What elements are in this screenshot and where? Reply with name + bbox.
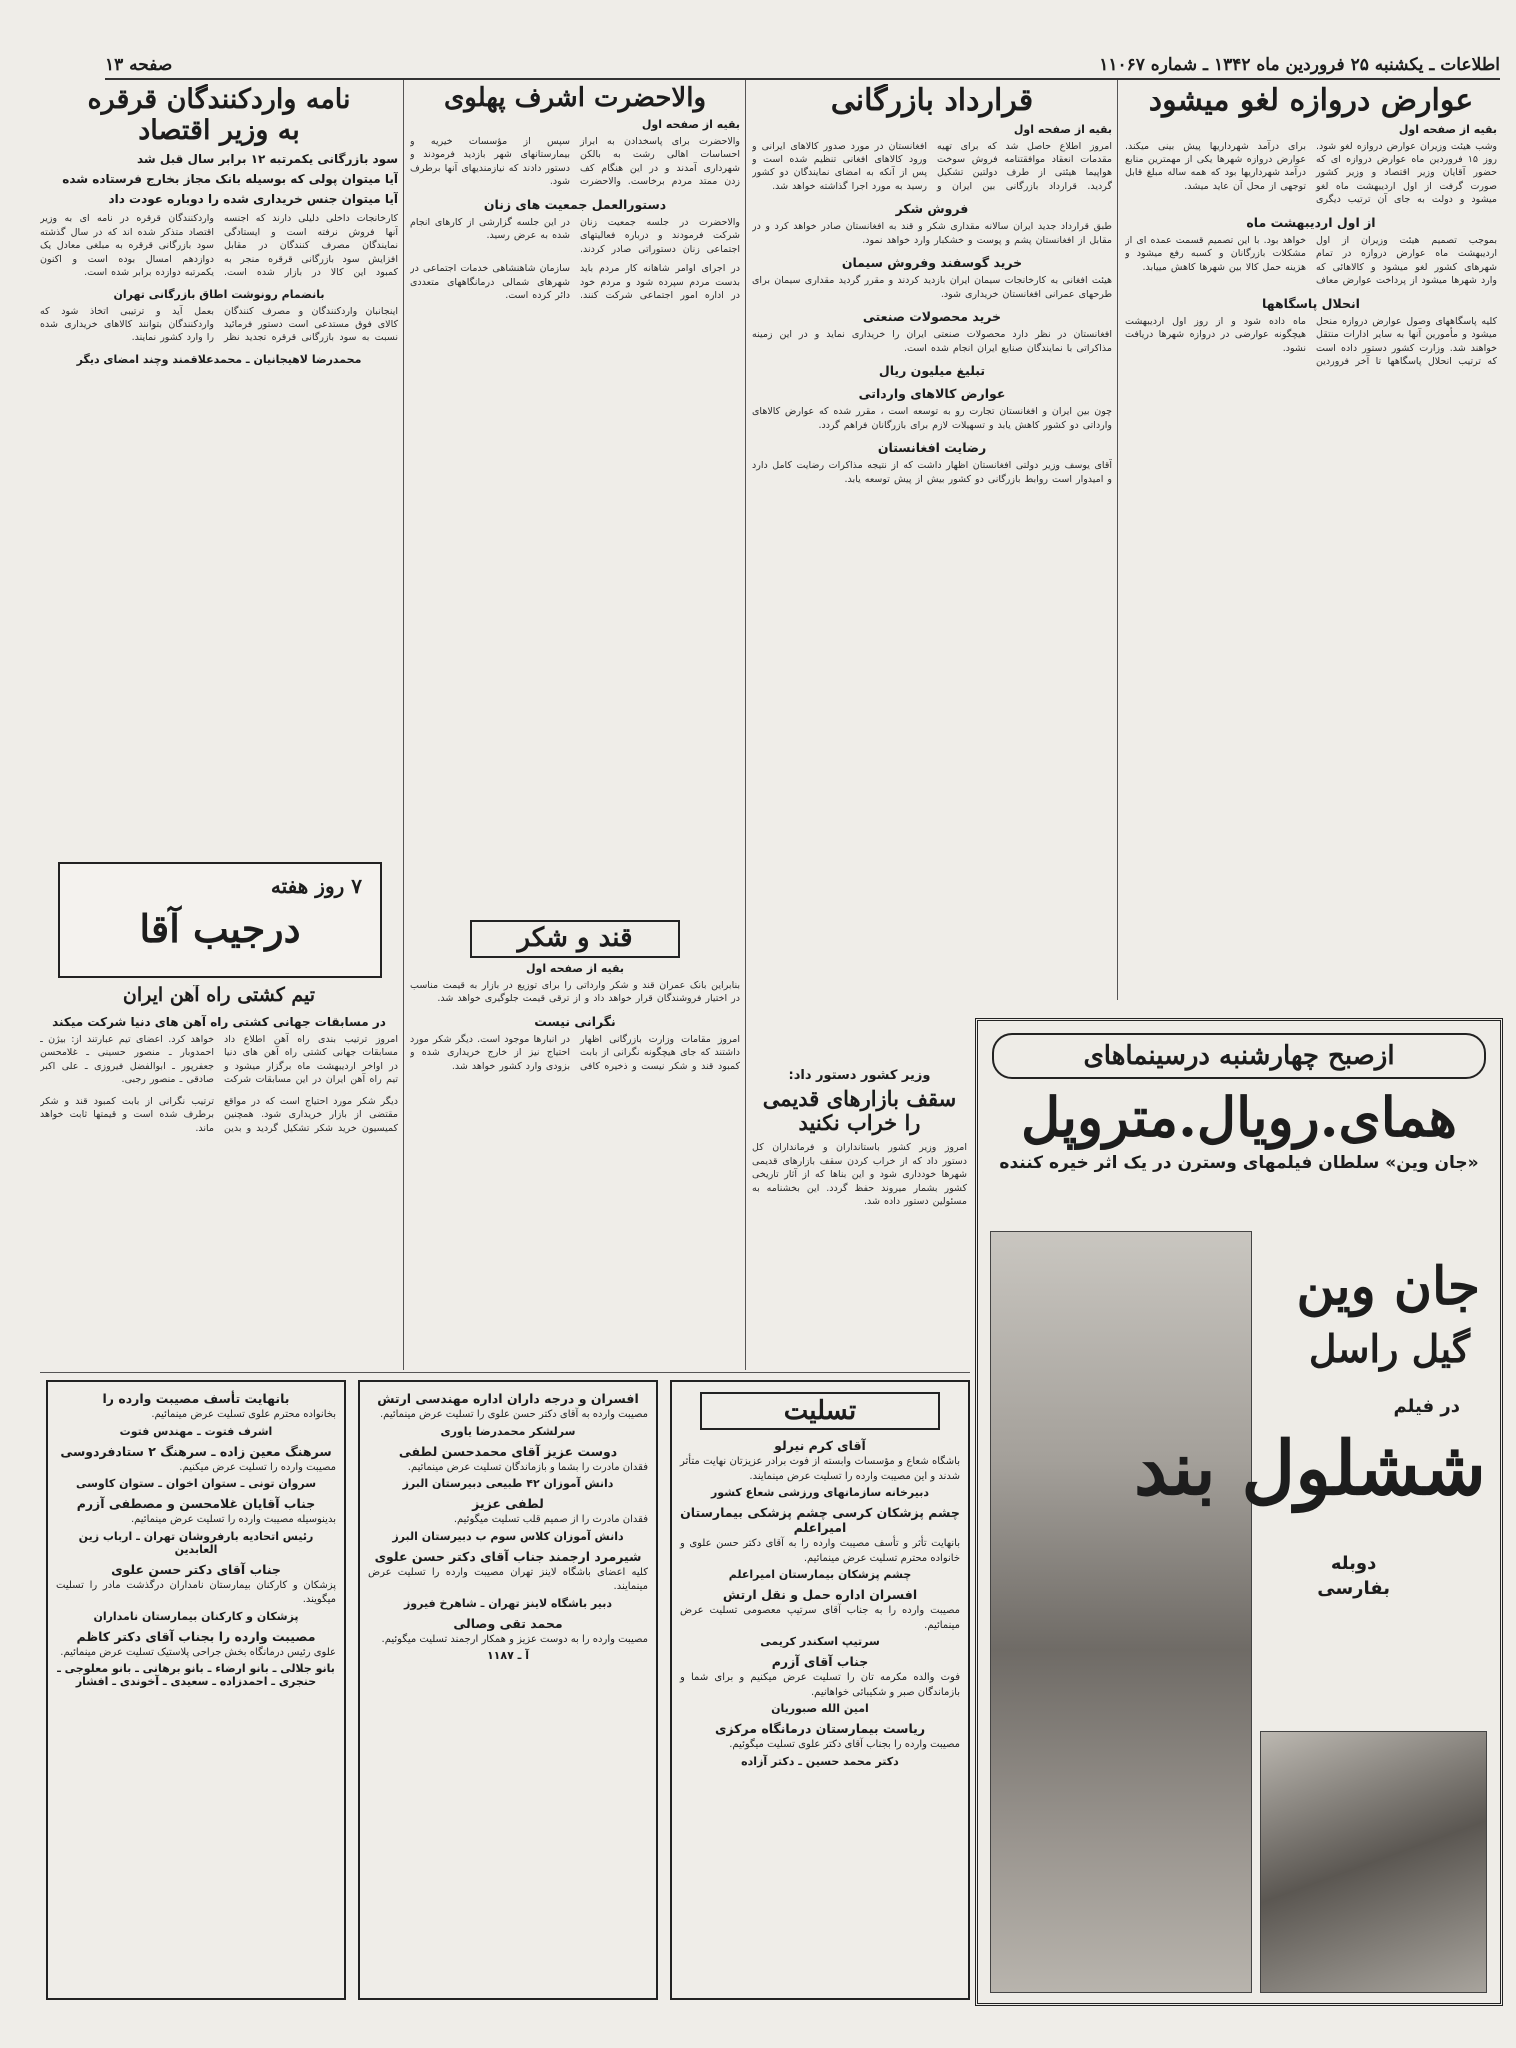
subhead: فروش شکر bbox=[895, 201, 969, 217]
condolence-text: فقدان مادرت را بشما و بازماندگان تسلیت عرض مینمائیم. bbox=[407, 1461, 648, 1473]
condolence-title: افسران و درجه داران اداره مهندسی ارتش bbox=[377, 1391, 639, 1406]
condolence-title: بانهایت تأسف مصیبت وارده را bbox=[102, 1391, 290, 1406]
article-text: امروز ترتیب بندی راه آهن اطلاع داد مسابقات جهانی کشتی راه آهن های دنیا در اواخر اردیبهشت ماه برگزار میشود و تیم راه آهن ایران در این مسابقات شرکت خواهد کرد. اعضای تیم عبارتند از: بیژن ـ احمدوبار ـ منصور حسینی ـ غلامحسن جعفرپور ـ ابوالفضل فیروزی ـ علی اکبر صادقی ـ منصور رجبی. bbox=[40, 1033, 398, 1086]
condolences-column bbox=[46, 1380, 346, 2000]
article-text: بموجب تصمیم هیئت وزیران از اول اردیبهشت ماه عوارض دروازه در تمام شهرهای کشور لغو میشود و کالاهائی که وارد شهرها میشود از پرداخت عوارض معاف خواهد بود. با این تصمیم قسمت عمده ای از مشکلات بازرگانان و کسبه رفع میشود و هزینه حمل کالا بین شهرها کاهش مییابد. bbox=[1125, 234, 1497, 287]
condolence-sign: دبیر باشگاه لاینز تهران ـ شاهرخ فیروز bbox=[403, 1596, 613, 1610]
signers: محمدرضا لاهیجانیان ـ محمدعلاقمند وچند امضای دیگر bbox=[76, 352, 362, 366]
film-still-photo-2 bbox=[1260, 1731, 1487, 1993]
condolence-sign: سرتیپ اسکندر کریمی bbox=[760, 1635, 880, 1648]
subhead: نگرانی نیست bbox=[534, 1013, 616, 1029]
condolence-sign: دکتر محمد حسین ـ دکتر آزاده bbox=[741, 1754, 899, 1768]
signature-line: بانضمام رونوشت اطاق بازرگانی تهران bbox=[113, 287, 325, 301]
masthead: اطلاعات ـ یکشنبه ۲۵ فروردین ماه ۱۳۴۲ ـ شماره ۱۱۰۶۷ bbox=[1099, 55, 1500, 75]
article-text: چون بین ایران و افغانستان تجارت رو به توسعه است ، مقرر شده که عوارض کالاهای وارداتی دو کشور کاهش یابد و تسهیلات لازم برای بازرگانان فراهم گردد. bbox=[752, 406, 1112, 431]
article-text: کارخانجات داخلی دلیلی دارند که اجنسه آنها فروش نرفته است و ایستادگی نمایندگان مصرف کنندگان در مقابل افزایش سود بازرگانی قرقره منجر به کمبود این کالا در بازار شده است. واردکنندگان قرقره در نامه ای به وزیر اقتصاد متذکر شده اند که در سال گذشته سود بازرگانی قرقره به مبلغی معادل یک دوازدهم امسال بوده است و اکنون یکمرتبه دوازده برابر شده است. bbox=[40, 213, 398, 279]
condolence-title: ریاست بیمارستان درمانگاه مرکزی bbox=[714, 1721, 926, 1736]
condolence-text: مصیبت وارده را به دوست عزیز و همکار ارجمند تسلیت میگوئیم. bbox=[381, 1633, 648, 1645]
article-princess-ashraf bbox=[410, 84, 740, 774]
condolence-text: علوی رئیس درمانگاه بخش جراحی پلاستیک تسلیت عرض مینمائیم. bbox=[60, 1646, 336, 1658]
condolence-title: جناب آقای دکتر حسن علوی bbox=[111, 1561, 281, 1577]
condolence-sign: رئیس اتحادیه بارفروشان تهران ـ ارباب زین العابدین bbox=[78, 1529, 314, 1556]
condolence-text: کلیه اعضای باشگاه لاینز تهران مصیبت وارده را تسلیت عرض مینمایند. bbox=[368, 1566, 648, 1592]
condolences-column bbox=[670, 1380, 970, 2000]
subhead: عوارض کالاهای وارداتی bbox=[858, 386, 1006, 402]
headline-trade: قرارداد بازرگانی bbox=[830, 84, 1034, 118]
section-rule bbox=[40, 1372, 970, 1373]
column-rule bbox=[745, 80, 746, 1370]
ad-in-film: در فیلم bbox=[1393, 1396, 1460, 1417]
condolence-sign: دبیرخانه سازمانهای ورزشی شعاع کشور bbox=[710, 1486, 930, 1499]
subhead: در مسابقات جهانی کشتی راه آهن های دنیا شرکت میکند bbox=[52, 1014, 386, 1029]
cinema-ad bbox=[975, 1018, 1503, 2006]
article-text: امروز مقامات وزارت بازرگانی اظهار داشتند که جای هیچگونه نگرانی از بابت کمبود قند و شکر نیست و ذخیره کافی در انبارها موجود است. دیگر شکر مورد احتیاج نیز از خارج خریداری شده و بزودی وارد کشور خواهد شد. bbox=[410, 1033, 740, 1072]
condolence-text: فقدان مادرت را از صمیم قلب تسلیت میگوئیم. bbox=[453, 1514, 648, 1525]
condolence-sign: پزشکان و کارکنان بیمارستان نامداران bbox=[93, 1609, 299, 1623]
condolence-sign: اشرف فتوت ـ مهندس فتوت bbox=[119, 1424, 273, 1438]
ad-seven-days-line2: درجیب آقا bbox=[139, 906, 301, 951]
lead: بقیه از صفحه اول bbox=[1013, 122, 1112, 136]
ad-film-title: ششلول بند bbox=[1133, 1426, 1486, 1512]
condolence-title: افسران اداره حمل و نقل ارتش bbox=[722, 1587, 918, 1602]
condolence-title: شیرمرد ارجمند جناب آقای دکتر حسن علوی bbox=[374, 1548, 642, 1564]
column-rule bbox=[1117, 80, 1118, 1000]
ad-cinemas: همای.رویال.متروپل bbox=[1021, 1085, 1457, 1149]
headline-tolls: عوارض دروازه لغو میشود bbox=[1148, 84, 1474, 118]
condolences-column bbox=[358, 1380, 658, 2000]
condolence-text: مصیبت وارده را بجناب آقای دکتر علوی تسلیت میگوئیم. bbox=[729, 1739, 960, 1750]
film-still-photo bbox=[990, 1231, 1252, 1993]
ad-star-1: جان وین bbox=[1296, 1256, 1480, 1317]
article-text: اینجانبان واردکنندگان و مصرف کنندگان کالای فوق مستدعی است دستور فرمائید نسبت به سود بازرگانی قرقره تجدید نظر بعمل آید و ترتیبی اتخاذ شود که واردکنندگان بتوانند کالاهای خریداری شده را وارد کشور نمایند. bbox=[40, 305, 398, 344]
condolence-sign: چشم پزشکان بیمارستان امیراعلم bbox=[728, 1568, 912, 1581]
condolence-title: لطفی عزیز bbox=[472, 1496, 544, 1511]
lead: بقیه از صفحه اول bbox=[641, 117, 740, 131]
article-text: کلیه پاسگاههای وصول عوارض دروازه منحل میشود و مأمورین آنها به سایر ادارات منتقل خواهند شد. وزارت کشور دستور داده است که ترتیب انحلال پاسگاهها تا آخر فروردین ماه داده شود و از روز اول اردیبهشت هیچگونه عوارضی در دروازه شهرها دریافت نشود. bbox=[1125, 315, 1497, 368]
article-text: افغانستان در نظر دارد محصولات صنعتی ایران را خریداری نماید و در این زمینه مذاکراتی با نمایندگان صنایع ایران انجام شده است. bbox=[752, 329, 1112, 354]
ad-star-2: گیل راسل bbox=[1308, 1326, 1470, 1371]
headline-wrestling: تیم کشتی راه آهن ایران bbox=[122, 985, 316, 1006]
article-text: بنابراین بانک عمران قند و شکر وارداتی را برای توزیع در بازار به قیمت مناسب در اختیار فروشندگان قرار خواهد داد و از ترقی قیمت جلوگیری خواهد شد. bbox=[410, 979, 740, 1005]
condolence-text: باشگاه شعاع و مؤسسات وابسته از فوت برادر عزیزتان نهایت متأثر شدند و این مصیبت وارده را تسلیت عرض مینمایند. bbox=[680, 1456, 960, 1482]
condolence-title: مصیبت وارده را بجناب آقای دکتر کاظم bbox=[76, 1628, 316, 1644]
subhead: تبلیغ میلیون ریال bbox=[878, 363, 986, 379]
headline-princess: والاحضرت اشرف پهلوی bbox=[443, 84, 707, 113]
article-text: والاحضرت در جلسه جمعیت زنان شرکت فرمودند و درباره فعالیتهای اجتماعی زنان دستوراتی صادر کردند. در این جلسه گزارشی از کارهای انجام شده به عرض رسید. bbox=[410, 216, 740, 255]
article-text: امروز اطلاع حاصل شد که برای تهیه مقدمات انعقاد موافقتنامه فروش سوخت هواپیما هیئتی از طرف دولتین تشکیل گردید. قرارداد بازرگانی بین ایران و افغانستان در مورد صدور کالاهای ایرانی و ورود کالاهای افغانی تنظیم شده است و پس از آنکه به امضای نمایندگان دو کشور رسید به مورد اجرا گذاشته خواهد شد. bbox=[752, 140, 1112, 192]
condolence-title: آقای کرم نیرلو bbox=[774, 1438, 866, 1453]
headline-spool: نامه واردکنندگان قرقره bbox=[87, 84, 351, 115]
subhead: خرید محصولات صنعتی bbox=[862, 309, 1002, 325]
ad-from-wednesday: ازصبح چهارشنبه درسینماهای bbox=[992, 1033, 1486, 1079]
article-bazaar-decree bbox=[752, 1060, 967, 1370]
article-sugar bbox=[410, 920, 740, 1370]
subhead: از اول اردیبهشت ماه bbox=[1246, 214, 1376, 230]
subhead: خرید گوسفند وفروش سیمان bbox=[841, 255, 1023, 271]
condolence-text: فوت والده مکرمه تان را تسلیت عرض میکنیم و برای شما و بازماندگان صبر و شکیبائی خواهانیم. bbox=[680, 1672, 960, 1698]
subhead: انحلال پاسگاهها bbox=[1262, 295, 1360, 311]
condolence-title: سرهنگ معین زاده ـ سرهنگ ۲ ستادفردوسی bbox=[60, 1443, 332, 1459]
condolence-text: مصیبت وارده را تسلیت عرض میکنیم. bbox=[179, 1461, 336, 1473]
condolences-section bbox=[40, 1380, 970, 2000]
condolence-sign: دانش آموزان کلاس سوم ب دبیرستان البرز bbox=[392, 1529, 624, 1543]
headline-spool-2: به وزیر اقتصاد bbox=[138, 115, 300, 147]
article-rail-wrestling bbox=[40, 985, 398, 1370]
condolence-text: بانهایت تأثر و تأسف مصیبت وارده را به آقای دکتر حسن علوی و خانواده محترم تسلیت عرض مینمائیم. bbox=[680, 1538, 960, 1564]
page-header bbox=[105, 52, 1500, 80]
article-text: در اجرای اوامر شاهانه کار مردم باید بدست مردم سپرده شود و مردم خود در اداره امور اجتماعی شرکت کنند. سازمان شاهنشاهی خدمات اجتماعی در شهرهای شمالی درمانگاههای متعددی دائر کرده است. bbox=[410, 263, 740, 302]
condolence-text: مصیبت وارده به آقای دکتر حسن علوی را تسلیت عرض مینمائیم. bbox=[380, 1409, 648, 1420]
lead: بقیه از صفحه اول bbox=[1398, 122, 1497, 136]
condolence-text: مصیبت وارده را به جناب آقای سرتیپ معصومی تسلیت عرض مینمائیم. bbox=[680, 1605, 960, 1631]
article-text: دیگر شکر مورد احتیاج است که در مواقع مقتضی از بازار خریداری شود. همچنین کمیسیون خرید شکر تشکیل گردید و بدین ترتیب نگرانی از بابت کمبود قند و شکر برطرف شده است و قیمتها ثابت خواهد ماند. bbox=[40, 1095, 398, 1134]
condolence-sign: سروان تونی ـ ستوان اخوان ـ ستوان کاوسی bbox=[75, 1477, 317, 1490]
condolence-sign: دانش آموزان ۴۲ طبیعی دبیرستان البرز bbox=[402, 1477, 614, 1490]
ad-seven-days bbox=[58, 862, 382, 978]
condolence-text: بخانواده محترم علوی تسلیت عرض مینمائیم. bbox=[151, 1409, 336, 1420]
ad-dubbed-line2: بفارسی bbox=[1317, 1578, 1390, 1600]
condolence-sign: سرلشکر محمدرضا یاوری bbox=[440, 1424, 576, 1438]
ad-dubbed bbox=[1317, 1551, 1390, 1601]
article-text: هیئت افغانی به کارخانجات سیمان ایران بازدید کردند و مقرر گردید مقداری سیمان برای طرحهای عمرانی افغانستان خریداری شود. bbox=[752, 275, 1112, 300]
bullet-point: آیا میتوان جنس خریداری شده را دوباره عودت داد bbox=[108, 192, 398, 207]
condolence-text: بدینوسیله مصیبت وارده را تسلیت عرض مینمائیم. bbox=[130, 1514, 336, 1525]
condolence-sign: آ ـ ۱۱۸۷ bbox=[486, 1649, 530, 1662]
decree-title: سقف بازارهای قدیمی را خراب نکنید bbox=[762, 1086, 957, 1136]
condolence-sign: بانو جلالی ـ بانو ارضاء ـ بانو برهانی ـ بانو معلوجی ـ حنجری ـ احمدزاده ـ سعیدی ـ آخوندی ـ افشار bbox=[57, 1662, 335, 1688]
ad-dubbed-line1: دوبله bbox=[1330, 1553, 1377, 1574]
subhead: دستورالعمل جمعیت های زنان bbox=[483, 196, 667, 212]
column-rule bbox=[403, 80, 404, 1370]
condolence-title: چشم پزشکان کرسی چشم پزشکی بیمارستان امیراعلم bbox=[680, 1505, 960, 1535]
bullet-point: سود بازرگانی یکمرتبه ۱۲ برابر سال قبل شد bbox=[137, 152, 398, 167]
condolence-text: پزشکان و کارکنان بیمارستان نامداران درگذشت مادر را تسلیت میگویند. bbox=[56, 1579, 336, 1605]
article-trade-agreement bbox=[752, 84, 1112, 1014]
ad-seven-days-line1: ۷ روز هفته bbox=[270, 874, 362, 898]
bullet-point: آیا میتوان پولی که بوسیله بانک مجاز بخارج فرستاده شده bbox=[62, 172, 398, 187]
condolence-title: دوست عزیز آقای محمدحسن لطفی bbox=[398, 1443, 618, 1459]
article-text: والاحضرت برای پاسخدادن به ابراز احساسات اهالی رشت به بالکن شهرداری آمدند و در این هنگام کف زدن ممتد مردم برخاست. والاحضرت سپس از مؤسسات خیریه و بیمارستانهای شهر بازدید فرمودند و دستور دادند که نیازمندیهای آنها برطرف شود. bbox=[410, 135, 740, 188]
article-text: وشب هیئت وزیران عوارض دروازه لغو شود. روز ۱۵ فروردین ماه عوارض دروازه ای که حضور آقایان وزیر اقتصاد و وزیر کشور صورت گرفت از اول اردیبهشت ماه لغو میشود و دولت به جای آن ترتیب دیگری برای درآمد شهرداریها پیش بینی میکند. عوارض دروازه شهرها یکی از مهمترین منابع درآمد شهرداریها بود که همه ساله مبلغ قابل توجهی از محل آن عاید میشد. bbox=[1125, 140, 1497, 206]
ad-tagline: «جان وین» سلطان فیلمهای وسترن در یک اثر خیره کننده bbox=[999, 1153, 1479, 1173]
condolence-title: جناب آقایان غلامحسن و مصطفی آزرم bbox=[76, 1496, 316, 1511]
subhead: رضایت افغانستان bbox=[877, 440, 987, 456]
article-spool-importers bbox=[40, 84, 398, 854]
decree-kicker: وزیر کشور دستور داد: bbox=[788, 1068, 931, 1083]
condolences-banner: تسلیت bbox=[700, 1392, 940, 1430]
article-tolls bbox=[1125, 84, 1497, 1004]
lead: بقیه از صفحه اول bbox=[525, 961, 625, 975]
condolence-title: جناب آقای آزرم bbox=[771, 1654, 869, 1669]
article-text: آقای یوسف وزیر دولتی افغانستان اظهار داشت که از نتیجه مذاکرات رضایت کامل دارد و امیدوار است روابط بازرگانی دو کشور بیش از پیش توسعه یابد. bbox=[752, 460, 1112, 485]
condolence-title: محمد تقی وصالی bbox=[453, 1615, 563, 1631]
article-text: طبق قرارداد جدید ایران سالانه مقداری شکر و قند به افغانستان صادر خواهد کرد و در مقابل از افغانستان پشم و پوست و خشکبار وارد خواهد نمود. bbox=[752, 221, 1112, 246]
page-number: صفحه ۱۳ bbox=[105, 55, 173, 75]
headline-sugar: قند و شکر bbox=[470, 920, 680, 958]
article-text: امروز وزیر کشور باستانداران و فرمانداران کل دستور داد که از خراب کردن سقف بازارهای قدیمی شهرها خودداری شود و این بناها که از آثار تاریخی کشور بشمار میروند حفظ گردد. این بخشنامه به مسئولین دستور داده شد. bbox=[752, 1142, 967, 1208]
condolence-sign: امین الله صبوریان bbox=[771, 1702, 869, 1715]
